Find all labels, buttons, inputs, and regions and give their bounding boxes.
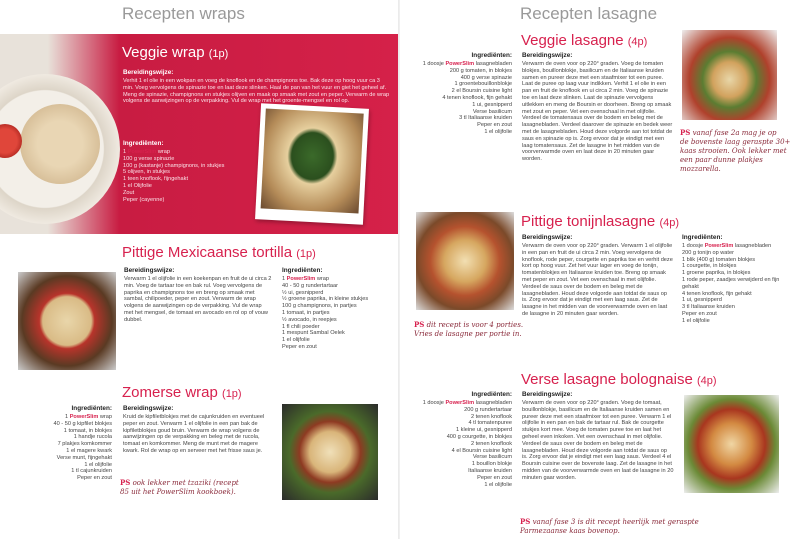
ingredient-item: 1 groene paprika, in blokjes: [682, 270, 751, 277]
ingredient-item: 1 fl chili poeder: [282, 323, 320, 330]
brand-name: PowerSlim: [286, 276, 316, 282]
ingredient-item: Verse munt, fijngehakt: [56, 454, 112, 461]
tortilla-image: [20, 104, 100, 184]
ingredient-item: 1 bouillon blokje: [471, 461, 512, 468]
page-header-lasagne: Recepten lasagne: [520, 4, 658, 23]
ingredient-item: Peper en zout: [682, 310, 717, 317]
ingredient-item: 1 PowerSlim wrap: [123, 149, 170, 155]
ingredient-item: 1 doosje PowerSlim lasagnebladen: [422, 400, 512, 406]
ingredient-item: 1 teen knoflook, fijngehakt: [123, 176, 188, 183]
mexican-tortilla-photo: [18, 272, 116, 370]
ingredient-item: Peper en zout: [77, 475, 112, 482]
ingredient-item: 200 g rundertartaar: [464, 406, 512, 413]
ingredient-item: 2 el Boursin cuisine light: [451, 88, 512, 95]
ingredient-item: 4 tl tomatenpuree: [468, 420, 512, 427]
brand-name: PowerSlim: [445, 61, 475, 67]
ingredient-item: ½ groene paprika, in kleine stukjes: [282, 296, 369, 303]
page-header-wraps: Recepten wraps: [122, 4, 245, 23]
bolognaise-bereiding: Bereidingswijze: Verwarm de oven voor op 220° graden. Voeg de tomaat, bouillonblokje, basilicum en de Italiaanse kruiden samen en pureer deze met een staafmixer tot een puree. Verwarm 1 el olijfolie in een pan en bak de tartaar rul. Bak de courgette stukjes kort mee. Voeg de tomaten puree toe en laat het geheel even inkoken. Vet een ovenschaal in met olijfolie. Verdeel de saus over de bodem en beleg met de lasagnebladen. Houd deze volgorde aan totdat de saus op is. Zorg ervoor dat je eindigt met een laag saus. Verdeel 4 el Boursin cuisine over de bovenste laag. Zet de lasagne in het midden van de voorverwarmde oven en laat de lasagne in 20 minuten gaar worden.: [522, 391, 674, 481]
ingredient-item: 1 doosje PowerSlim lasagnebladen: [422, 61, 512, 67]
ingredient-item: 1 el magere kwark: [66, 447, 112, 454]
ingredient-item: 2 tenen knoflook: [470, 440, 512, 447]
summer-wrap-bereiding: Bereidingswijze: Kruid de kipfiletblokjes met de cajunkruiden en eventueel peper en zout. Verwarm 1 el olijfolie in een pan bak de kipfiletblokjes goud bruin. Verwarm de wrap volgens de aanwijzingen op de verpakking en beleg met de rucola, tomaat en komkommer. Meng de munt met de magere kwark. Rol de wrap op en serveer met het frisse saus je.: [123, 405, 265, 454]
ingredient-item: 40 - 50 g rundertartaar: [282, 282, 338, 289]
ingredient-item: Verse basilicum: [472, 454, 512, 461]
summer-wrap-photo: [282, 404, 378, 500]
ingredient-item: 1 rode peper, zaadjes verwijderd en fijn gehakt: [682, 276, 780, 290]
mexican-tortilla-ingredients: Ingrediënten: 1 PowerSlim wrap 40 - 50 g rundertartaar ½ ui, gesnipperd ½ groene paprika, in kleine stukjes 100 g champignons, in partjes 1 tomaat, in partjes ½ avocado, in reepjes 1 fl chili poeder 1 mespunt Sambal Oelek 1 el olijfolie Peper en zout: [282, 267, 394, 351]
veggie-lasagne-ingredients: Ingrediënten: 1 doosje PowerSlim lasagnebladen 200 g tomaten, in blokjes 400 g verse spinazie 1 groentebouillonblokje 2 el Boursin cuisine light 4 tenen knoflook, fijn gehakt 1 ui, gesnipperd Verse basilicum 3 tl Italiaanse kruiden Peper en zout 1 el olijfolie: [408, 52, 512, 136]
veggie-wrap-bereiding: Bereidingswijze: Verhit 1 el olie in een wokpan en voeg de knoflook en de champignons toe. Bak deze op hoog vuur ca 3 min. Voeg vervolgens de spinazie toe en laat deze slinken. Haal de pan van het vuur en giet het geheel af. Meng de spinazie, champignons en stukjes olijven en maak op smaak met zout en peper. Verwarm de wrap volgens de aanwijzingen op de verpakking. Vul de wrap met het groente-mengsel en rol op.: [123, 69, 390, 105]
ingredient-item: 1 tomaat, in blokjes: [63, 427, 112, 434]
brand-name: PowerSlim: [127, 149, 157, 155]
tuna-lasagne-ingredients: Ingrediënten: 1 doosje PowerSlim lasagnebladen 200 g tonijn op water 1 blik (400 g) tomaten blokjes 1 courgette, in blokjes 1 groene paprika, in blokjes 1 rode peper, zaadjes verwijderd en fijn gehakt 4 tenen knoflook, fijn gehakt 1 ui, gesnipperd 3 tl Italiaanse kruiden Peper en zout 1 el olijfolie: [682, 234, 794, 325]
veggie-wrap-ingredients: Ingrediënten: 1 PowerSlim wrap 100 g verse spinazie 100 g (kastanje) champignons, in stukjes 5 olijven, in stukjes 1 teen knoflook, fijngehakt 1 el Olijfolie Zout Peper (cayenne): [123, 140, 258, 203]
ingredient-item: 4 el Boursin cuisine light: [451, 447, 512, 454]
ingredient-item: ½ ui, gesnipperd: [282, 289, 324, 296]
mexican-tortilla-bereiding: Bereidingswijze: Verwarm 1 el olijfolie in een koekenpan en fruit de ui circa 2 min. Voeg de tartaar toe en bak rul. Voeg vervolgens de paprika en champignons toe en breng op smaak met sambal, chilipoeder, peper en zout. Verwarm de wrap volgens de aanwijzingen op de verpakking. Vul de wrap met het mengsel, de tomaat en avocado en rol op of vouw dubbel.: [124, 267, 272, 323]
ingredient-item: 1 PowerSlim wrap: [282, 276, 329, 282]
ingredient-item: 400 g courgette, in blokjes: [446, 433, 512, 440]
ingredient-item: 100 g (kastanje) champignons, in stukjes: [123, 162, 225, 169]
ingredient-item: Zout: [123, 189, 135, 196]
ingredient-item: 4 tenen knoflook, fijn gehakt: [442, 94, 512, 101]
ingredient-item: 3 tl Italiaanse kruiden: [682, 304, 735, 311]
ingredient-item: 1 courgette, in blokjes: [682, 263, 737, 270]
veggie-lasagne-title: Veggie lasagne (4p): [521, 32, 648, 49]
ingredient-item: 1 tomaat, in partjes: [282, 309, 330, 316]
mexican-tortilla-title: Pittige Mexicaanse tortilla (1p): [122, 244, 316, 261]
bolognaise-photo: [684, 395, 779, 493]
ingredient-item: 1 PowerSlim wrap: [65, 414, 112, 420]
ingredient-item: 2 tenen knoflook: [470, 413, 512, 420]
ingredient-item: ½ avocado, in reepjes: [282, 316, 337, 323]
ingredient-item: Italiaanse kruiden: [468, 467, 512, 474]
tuna-lasagne-note: PS dit recept is voor 4 porties. Vries de lasagne per portie in.: [414, 320, 524, 338]
summer-wrap-ingredients: Ingrediënten: 1 PowerSlim wrap 40 - 50 g kipfilet blokjes 1 tomaat, in blokjes 1 handje rucola 7 plakjes komkommer 1 el magere kwark Verse munt, fijngehakt 1 el olijfolie 1 tl cajunkruiden Peper en zout: [8, 405, 112, 482]
veggie-lasagne-photo: [682, 30, 777, 120]
ingredient-item: 5 olijven, in stukjes: [123, 169, 170, 176]
ingredient-item: 1 ui, gesnipperd: [472, 101, 512, 108]
ingredient-item: 1 el olijfolie: [84, 461, 112, 468]
ingredient-item: 3 tl Italiaanse kruiden: [459, 115, 512, 122]
ingredient-item: 40 - 50 g kipfilet blokjes: [53, 420, 112, 427]
right-page: [400, 0, 800, 539]
brand-name: PowerSlim: [704, 243, 734, 249]
summer-wrap-note: PS ook lekker met tzaziki (recept 85 uit het PowerSlim kookboek).: [120, 478, 239, 496]
ingredient-item: 1 el Olijfolie: [123, 182, 152, 189]
ingredient-item: 100 g champignons, in partjes: [282, 303, 357, 310]
ingredient-item: 1 groentebouillonblokje: [454, 81, 512, 88]
ingredient-item: Peper en zout: [282, 343, 317, 350]
tuna-lasagne-photo: [416, 212, 514, 310]
ingredient-item: 200 g tonijn op water: [682, 249, 734, 256]
brand-name: PowerSlim: [445, 400, 475, 406]
ingredient-item: 4 tenen knoflook, fijn gehakt: [682, 290, 752, 297]
bolognaise-note: PS vanaf fase 3 is dit recept heerlijk met geraspte Parmezaanse kaas bovenop.: [520, 517, 699, 535]
bolognaise-ingredients: Ingrediënten: 1 doosje PowerSlim lasagnebladen 200 g rundertartaar 2 tenen knoflook 4 tl tomatenpuree 1 kleine ui, gesnipperd 400 g courgette, in blokjes 2 tenen knoflook 4 el Boursin cuisine light Verse basilicum 1 bouillon blokje Italiaanse kruiden Peper en zout 1 el olijfolie: [408, 391, 512, 488]
brand-name: PowerSlim: [69, 414, 99, 420]
ingredient-item: 1 el olijfolie: [282, 337, 310, 344]
summer-wrap-title: Zomerse wrap (1p): [122, 384, 242, 401]
veggie-lasagne-bereiding: Bereidingswijze: Verwarm de oven voor op 220° graden. Voeg de tomaten blokjes, bouillonblokje, basilicum en de Italiaanse kruiden samen en pureer deze met een staafmixer tot een puree. Laat de puree op laag vuur indikken. Verhit 1 el olie in een pan en fruit de knoflook en ui circa 2 min. Voeg de spinazie toe en laat deze slinken. Laat de spinazie vervolgens uitlekken en meng de Boursin er doorheen. Breng op smaak met zout en peper. Vet een ovenschaal in met olijfolie. Verdeel de tomatensaus over de bodem en beleg met de lasagnebladen. Verdeel daarover de spinazie en bedek weer met de lasagnebladen. Houd deze volgorde aan tot totdat de saus en spinazie op is. Zorg ervoor dat je eindigt met een laag tomatensaus. Zet de lasagne in het midden van de voorverwarmde oven en laat deze in 20 minuten gaar worden.: [522, 52, 673, 163]
ingredient-item: Peper en zout: [477, 474, 512, 481]
ingredient-item: 1 el olijfolie: [484, 128, 512, 135]
ingredient-item: 1 ui, gesnipperd: [682, 297, 722, 304]
ingredient-item: 1 kleine ui, gesnipperd: [456, 427, 512, 434]
ingredient-item: Verse basilicum: [472, 108, 512, 115]
veggie-wrap-title: Veggie wrap (1p): [122, 44, 229, 61]
veggie-lasagne-note: PS vanaf fase 2a mag je op de bovenste laag geraspte 30+ kaas strooien. Ook lekker met een paar dunne plakjes mozzarella.: [680, 128, 791, 173]
ingredient-item: 1 el olijfolie: [682, 317, 710, 324]
ingredient-item: 200 g tomaten, in blokjes: [449, 67, 512, 74]
ingredient-item: 1 mespunt Sambal Oelek: [282, 330, 345, 337]
ingredient-item: 1 tl cajunkruiden: [71, 468, 112, 475]
ingredient-item: 400 g verse spinazie: [460, 74, 512, 81]
ingredient-item: 1 doosje PowerSlim lasagnebladen: [682, 243, 772, 249]
ingredient-item: 100 g verse spinazie: [123, 155, 175, 162]
ingredient-item: 1 blik (400 g) tomaten blokjes: [682, 256, 756, 263]
tuna-lasagne-title: Pittige tonijnlasagne (4p): [521, 213, 679, 230]
ingredient-item: Peper en zout: [477, 122, 512, 129]
ingredient-item: Peper (cayenne): [123, 196, 165, 203]
veggie-wrap-photo: [255, 103, 369, 224]
bolognaise-title: Verse lasagne bolognaise (4p): [521, 371, 717, 388]
ingredient-item: 7 plakjes komkommer: [57, 441, 112, 448]
ingredient-item: 1 handje rucola: [73, 434, 112, 441]
tuna-lasagne-bereiding: Bereidingswijze: Verwarm de oven voor op 220° graden. Verwarm 1 el olijfolie in een pan en fruit de ui circa 2 min. Voeg vervolgens de knoflook, rode peper, courgette en paprika toe en verhit deze kort op hoog vuur. Zet het vuur lager en voeg de tonijn, tomatenblokjes en Italiaanse kruiden toe. Breng op smaak met peper en zout. Vet een ovenschaal in met olijfolie. Verdeel de saus over de bodem en beleg met de lasagnebladen. Houd deze volgorde aan totdat de saus op is. Zorg ervoor dat je eindigt met een laag saus. Zet de lasagne in het midden van de voorverwarmde oven en laat de lasagne in 20 minuten gaar worden.: [522, 234, 673, 317]
ingredient-item: 1 el olijfolie: [484, 481, 512, 488]
